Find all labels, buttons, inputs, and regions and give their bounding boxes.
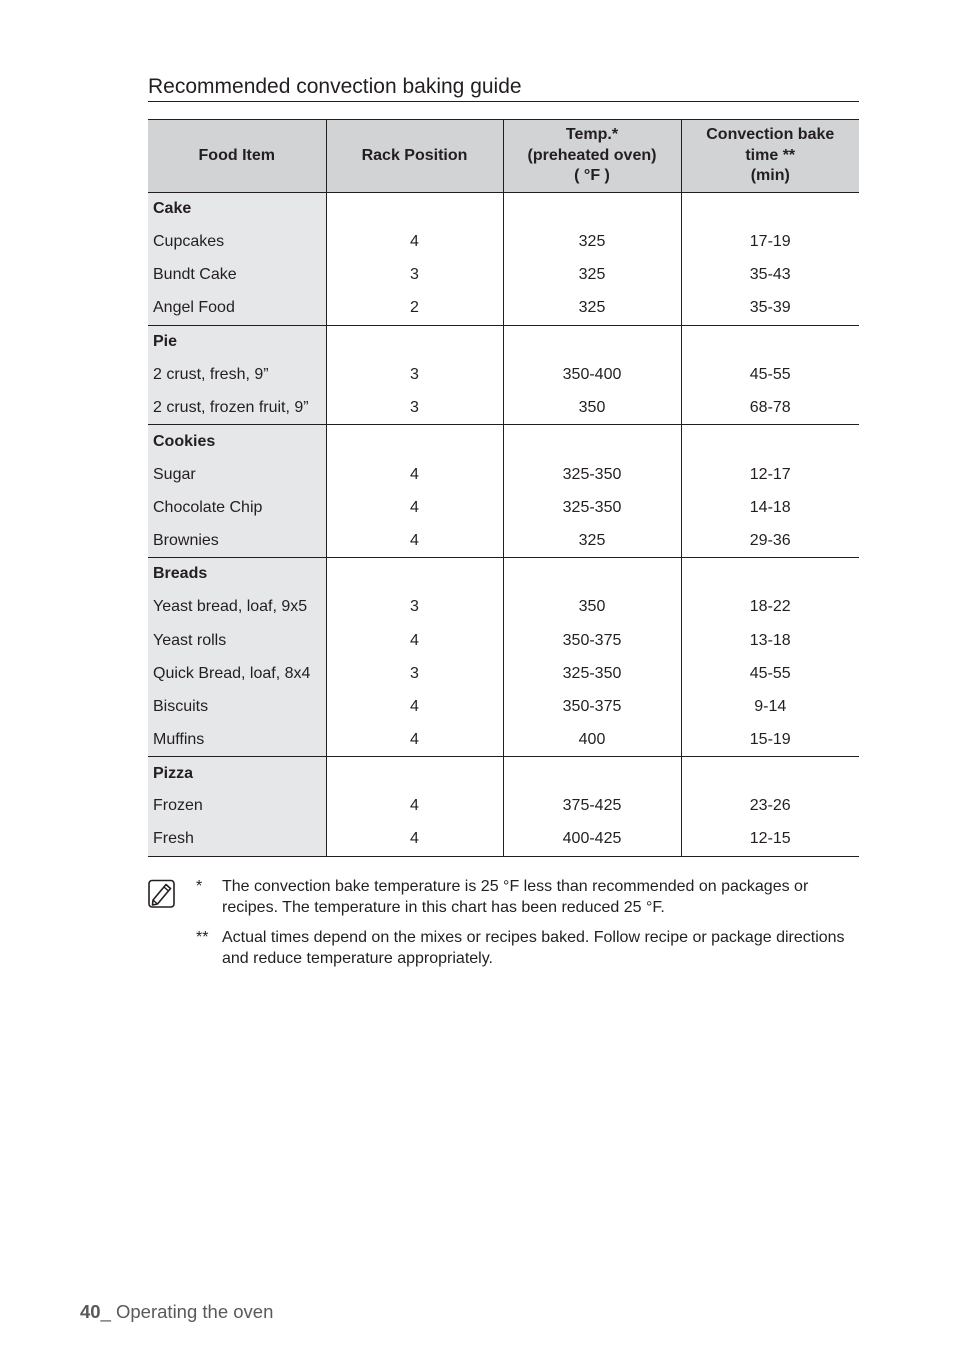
bake-time-cell: 13-18 <box>681 624 859 657</box>
footer-section: _ Operating the oven <box>100 1301 274 1322</box>
food-item-cell: Brownies <box>148 524 326 557</box>
temperature-cell: 325-350 <box>503 491 681 524</box>
category-label: Cookies <box>148 425 326 458</box>
table-row <box>148 823 859 856</box>
empty-cell <box>326 425 503 458</box>
rack-position-cell: 3 <box>326 358 503 391</box>
food-item-cell: Cupcakes <box>148 226 326 259</box>
table-header <box>148 120 859 193</box>
food-item-cell: Fresh <box>148 823 326 856</box>
header-bake-time <box>681 120 859 193</box>
category-row <box>148 757 859 790</box>
bake-time-cell: 12-15 <box>681 823 859 856</box>
temperature-cell: 350-375 <box>503 690 681 723</box>
group-cake <box>148 193 859 326</box>
empty-cell <box>503 425 681 458</box>
table-row <box>148 358 859 391</box>
note-mark: ** <box>196 929 209 946</box>
table-row <box>148 790 859 823</box>
bake-time-cell: 45-55 <box>681 358 859 391</box>
rack-position-cell: 4 <box>326 458 503 491</box>
empty-cell <box>681 193 859 226</box>
header-row <box>148 120 859 193</box>
bake-time-cell: 45-55 <box>681 657 859 690</box>
temperature-cell: 325 <box>503 259 681 292</box>
bake-time-cell: 14-18 <box>681 491 859 524</box>
bake-time-cell: 23-26 <box>681 790 859 823</box>
group-breads <box>148 558 859 757</box>
category-label: Breads <box>148 558 326 591</box>
rack-position-cell: 4 <box>326 724 503 757</box>
empty-cell <box>503 193 681 226</box>
header-food-item: Food Item <box>148 120 326 193</box>
bake-time-cell: 15-19 <box>681 724 859 757</box>
empty-cell <box>681 757 859 790</box>
bake-time-cell: 9-14 <box>681 690 859 723</box>
food-item-cell: 2 crust, frozen fruit, 9” <box>148 392 326 425</box>
rack-position-cell: 3 <box>326 657 503 690</box>
rack-position-cell: 4 <box>326 790 503 823</box>
temperature-cell: 375-425 <box>503 790 681 823</box>
page-title: Recommended convection baking guide <box>148 74 859 102</box>
temperature-cell: 350-400 <box>503 358 681 391</box>
food-item-cell: Yeast bread, loaf, 9x5 <box>148 591 326 624</box>
temperature-cell: 400 <box>503 724 681 757</box>
food-item-cell: Biscuits <box>148 690 326 723</box>
table-row <box>148 259 859 292</box>
group-cookies <box>148 425 859 558</box>
temperature-cell: 400-425 <box>503 823 681 856</box>
food-item-cell: Bundt Cake <box>148 259 326 292</box>
rack-position-cell: 4 <box>326 823 503 856</box>
table-row <box>148 292 859 325</box>
temperature-cell: 350 <box>503 591 681 624</box>
rack-position-cell: 3 <box>326 591 503 624</box>
header-time-line-2: time ** <box>745 146 796 164</box>
rack-position-cell: 4 <box>326 524 503 557</box>
temperature-cell: 325-350 <box>503 458 681 491</box>
food-item-cell: Quick Bread, loaf, 8x4 <box>148 657 326 690</box>
header-time-line-3: (min) <box>750 167 790 185</box>
header-temp-line-3: ( °F ) <box>574 167 610 185</box>
empty-cell <box>503 325 681 358</box>
bake-time-cell: 68-78 <box>681 392 859 425</box>
food-item-cell: Yeast rolls <box>148 624 326 657</box>
temperature-cell: 350-375 <box>503 624 681 657</box>
table-row <box>148 657 859 690</box>
category-row <box>148 193 859 226</box>
table-row <box>148 458 859 491</box>
rack-position-cell: 4 <box>326 491 503 524</box>
header-temp-line-2: (preheated oven) <box>527 146 657 164</box>
page-footer <box>80 1300 273 1324</box>
rack-position-cell: 3 <box>326 259 503 292</box>
category-label: Cake <box>148 193 326 226</box>
header-temp-line-1: Temp.* <box>565 126 619 144</box>
bake-time-cell: 12-17 <box>681 458 859 491</box>
table-row <box>148 392 859 425</box>
rack-position-cell: 4 <box>326 624 503 657</box>
empty-cell <box>326 193 503 226</box>
empty-cell <box>681 425 859 458</box>
category-label: Pizza <box>148 757 326 790</box>
category-row <box>148 325 859 358</box>
food-item-cell: Sugar <box>148 458 326 491</box>
table-row <box>148 591 859 624</box>
note-mark: * <box>196 878 203 895</box>
category-label: Pie <box>148 325 326 358</box>
category-row <box>148 558 859 591</box>
note-temperature <box>196 877 856 918</box>
food-item-cell: Angel Food <box>148 292 326 325</box>
table-row <box>148 226 859 259</box>
header-time-line-1: Convection bake <box>706 126 835 144</box>
empty-cell <box>326 757 503 790</box>
table-row <box>148 491 859 524</box>
header-temperature <box>503 120 681 193</box>
bake-time-cell: 35-43 <box>681 259 859 292</box>
note-text: The convection bake temperature is 25 °F less than recommended on packages or recipes. The temperature in this chart has been reduced 25 °F. <box>222 878 809 916</box>
note-times <box>196 928 856 969</box>
food-item-cell: 2 crust, fresh, 9” <box>148 358 326 391</box>
food-item-cell: Chocolate Chip <box>148 491 326 524</box>
header-rack-position: Rack Position <box>326 120 503 193</box>
bake-time-cell: 18-22 <box>681 591 859 624</box>
bake-time-cell: 29-36 <box>681 524 859 557</box>
bake-time-cell: 35-39 <box>681 292 859 325</box>
rack-position-cell: 2 <box>326 292 503 325</box>
empty-cell <box>503 757 681 790</box>
rack-position-cell: 3 <box>326 392 503 425</box>
temperature-cell: 325-350 <box>503 657 681 690</box>
temperature-cell: 325 <box>503 226 681 259</box>
rack-position-cell: 4 <box>326 690 503 723</box>
page-number: 40 <box>80 1301 101 1322</box>
empty-cell <box>681 325 859 358</box>
empty-cell <box>326 558 503 591</box>
table-row <box>148 524 859 557</box>
rack-position-cell: 4 <box>326 226 503 259</box>
table-row <box>148 724 859 757</box>
empty-cell <box>503 558 681 591</box>
empty-cell <box>326 325 503 358</box>
food-item-cell: Muffins <box>148 724 326 757</box>
temperature-cell: 325 <box>503 292 681 325</box>
table-row <box>148 690 859 723</box>
note-text: Actual times depend on the mixes or recipes baked. Follow recipe or package directions and reduce temperature appropriately. <box>222 929 845 967</box>
group-pizza <box>148 757 859 857</box>
temperature-cell: 350 <box>503 392 681 425</box>
table-row <box>148 624 859 657</box>
empty-cell <box>681 558 859 591</box>
bake-time-cell: 17-19 <box>681 226 859 259</box>
category-row <box>148 425 859 458</box>
group-pie <box>148 325 859 425</box>
baking-guide-table <box>148 119 859 857</box>
food-item-cell: Frozen <box>148 790 326 823</box>
temperature-cell: 325 <box>503 524 681 557</box>
note-pencil-icon <box>148 879 176 909</box>
